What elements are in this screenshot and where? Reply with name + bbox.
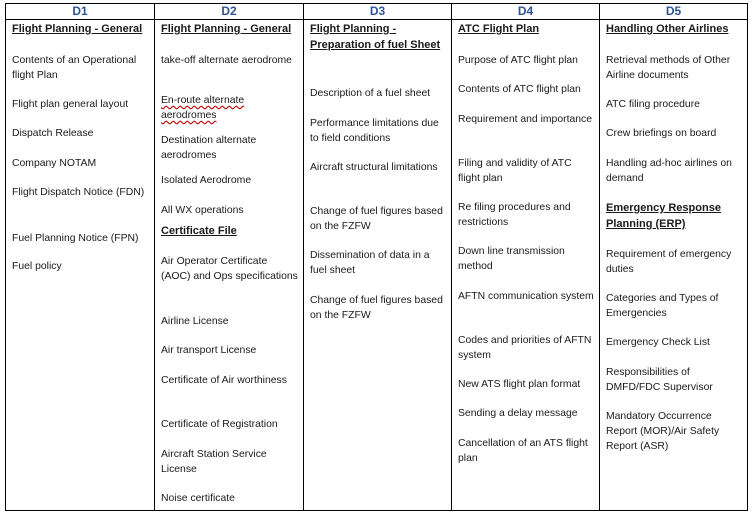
list-item: Change of fuel figures based on the FZFW bbox=[310, 206, 443, 232]
list-item: Categories and Types of Emergencies bbox=[606, 293, 719, 319]
list-item: Dispatch Release bbox=[12, 128, 94, 139]
column-d4 bbox=[452, 20, 600, 511]
list-item: Crew briefings on board bbox=[606, 128, 717, 139]
header-row bbox=[6, 4, 748, 20]
list-item: En-route alternate aerodromes bbox=[161, 95, 245, 121]
list-item: AFTN communication system bbox=[458, 291, 594, 302]
list-item: Change of fuel figures based on the FZFW bbox=[310, 295, 443, 321]
list-item: Fuel policy bbox=[12, 261, 62, 272]
curriculum-table bbox=[5, 3, 748, 511]
list-item: Flight Dispatch Notice (FDN) bbox=[12, 187, 145, 198]
section-heading: Handling Other Airlines bbox=[606, 23, 729, 35]
list-item: New ATS flight plan format bbox=[458, 379, 581, 390]
list-item: Noise certificate bbox=[161, 493, 235, 504]
list-item: Description of a fuel sheet bbox=[310, 88, 431, 99]
list-item: Air Operator Certificate (AOC) and Ops specifications bbox=[161, 256, 298, 282]
column-header-d3: D3 bbox=[304, 4, 452, 20]
list-item: take-off alternate aerodrome bbox=[161, 55, 292, 66]
list-item: Air transport License bbox=[161, 345, 257, 356]
list-item: Certificate of Air worthiness bbox=[161, 375, 287, 386]
list-item: Emergency Check List bbox=[606, 337, 710, 348]
list-item: ATC filing procedure bbox=[606, 99, 700, 110]
list-item: Company NOTAM bbox=[12, 158, 97, 169]
section-heading: ATC Flight Plan bbox=[458, 23, 540, 35]
list-item: Dissemination of data in a fuel sheet bbox=[310, 250, 430, 276]
content-row bbox=[6, 20, 748, 511]
list-item: Aircraft Station Service License bbox=[161, 449, 267, 475]
column-d3 bbox=[304, 20, 452, 511]
list-item: Purpose of ATC flight plan bbox=[458, 55, 578, 66]
list-item: Retrieval methods of Other Airline documents bbox=[606, 55, 731, 81]
column-header-d4: D4 bbox=[452, 4, 600, 20]
list-item: Contents of ATC flight plan bbox=[458, 84, 581, 95]
list-item: Flight plan general layout bbox=[12, 99, 129, 110]
column-d2 bbox=[155, 20, 304, 511]
list-item: Aircraft structural limitations bbox=[310, 162, 438, 173]
list-item: Requirement and importance bbox=[458, 114, 592, 125]
section-subheading: Certificate File bbox=[161, 225, 237, 237]
column-header-d5: D5 bbox=[600, 4, 748, 20]
column-header-d1: D1 bbox=[6, 4, 155, 20]
list-item: Handling ad-hoc airlines on demand bbox=[606, 158, 732, 184]
list-item: Performance limitations due to field conditions bbox=[310, 118, 439, 144]
column-header-d2: D2 bbox=[155, 4, 304, 20]
list-item: Requirement of emergency duties bbox=[606, 249, 732, 275]
list-item: Codes and priorities of AFTN system bbox=[458, 335, 592, 361]
list-item: Down line transmission method bbox=[458, 246, 565, 272]
list-item: Sending a delay message bbox=[458, 408, 578, 419]
column-d1 bbox=[6, 20, 155, 511]
list-item: Certificate of Registration bbox=[161, 419, 278, 430]
list-item: Contents of an Operational flight Plan bbox=[12, 55, 137, 81]
section-heading: Flight Planning - General bbox=[12, 23, 143, 35]
list-item: Cancellation of an ATS flight plan bbox=[458, 438, 588, 464]
list-item: Isolated Aerodrome bbox=[161, 175, 252, 186]
list-item: Airline License bbox=[161, 316, 229, 327]
section-heading: Flight Planning - General bbox=[161, 23, 292, 35]
list-item: Re filing procedures and restrictions bbox=[458, 202, 571, 228]
list-item: Fuel Planning Notice (FPN) bbox=[12, 233, 139, 244]
list-item: All WX operations bbox=[161, 205, 244, 216]
list-item: Filing and validity of ATC flight plan bbox=[458, 158, 572, 184]
list-item: Responsibilities of DMFD/FDC Supervisor bbox=[606, 367, 713, 393]
column-d5 bbox=[600, 20, 748, 511]
list-item: Destination alternate aerodromes bbox=[161, 135, 257, 161]
section-subheading: Emergency Response Planning (ERP) bbox=[606, 202, 721, 230]
list-item: Mandatory Occurrence Report (MOR)/Air Safety Report (ASR) bbox=[606, 411, 720, 452]
section-heading: Flight Planning - Preparation of fuel Sheet bbox=[310, 23, 441, 51]
